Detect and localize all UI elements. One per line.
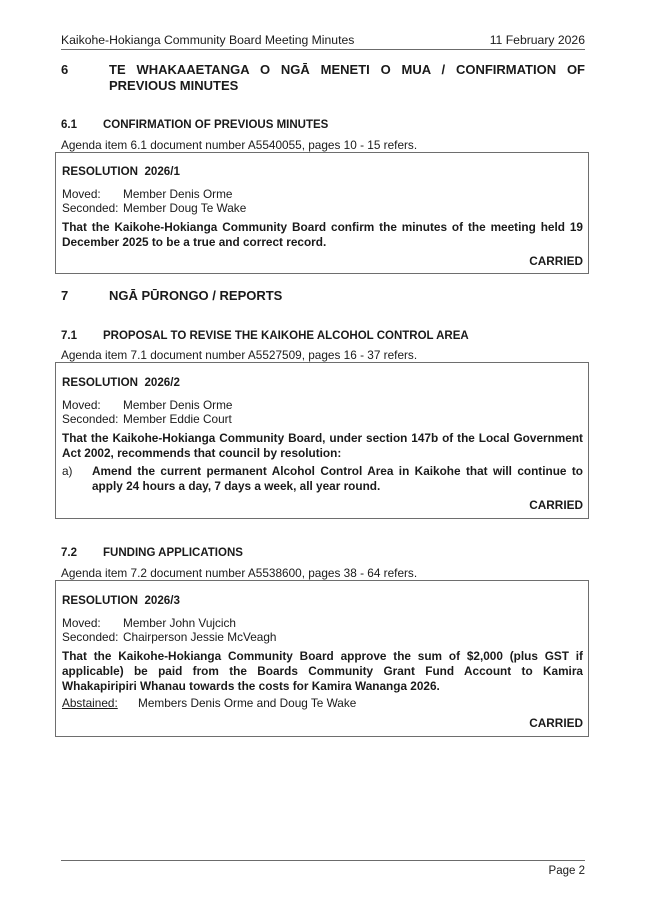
resolution-title: RESOLUTION 2026/3 bbox=[62, 594, 180, 607]
header-date: 11 February 2026 bbox=[489, 33, 585, 47]
subsection-number: 7.2 bbox=[61, 547, 77, 559]
item-text: Amend the current permanent Alcohol Control Area in Kaikohe that will continue to apply 24 hours a day, 7 days a week, all year round. bbox=[92, 464, 583, 493]
moved-by: Member Denis Orme bbox=[123, 187, 233, 201]
seconded-line bbox=[62, 201, 246, 215]
outcome-carried: CARRIED bbox=[529, 716, 583, 730]
footer-divider bbox=[61, 860, 585, 861]
subsection-number: 6.1 bbox=[61, 119, 77, 131]
resolution-box bbox=[55, 580, 589, 737]
resolution-title: RESOLUTION 2026/2 bbox=[62, 376, 180, 389]
subsection-title: PROPOSAL TO REVISE THE KAIKOHE ALCOHOL CONTROL AREA bbox=[103, 330, 469, 342]
moved-by: Member John Vujcich bbox=[123, 616, 236, 630]
agenda-reference: Agenda item 7.2 document number A5538600, pages 38 - 64 refers. bbox=[61, 566, 418, 580]
moved-label: Moved: bbox=[62, 398, 101, 412]
moved-line bbox=[62, 187, 232, 201]
section-number: 6 bbox=[61, 62, 69, 77]
seconded-label: Seconded: bbox=[62, 412, 119, 426]
section-title: NGĀ PŪRONGO / REPORTS bbox=[109, 288, 283, 303]
outcome-carried: CARRIED bbox=[529, 498, 583, 512]
subsection-title: FUNDING APPLICATIONS bbox=[103, 547, 243, 559]
motion-text: That the Kaikohe-Hokianga Community Board, under section 147b of the Local Government Act 2002, recommends that council by resolution: bbox=[62, 431, 583, 460]
resolution-box bbox=[55, 362, 589, 519]
moved-by: Member Denis Orme bbox=[123, 398, 233, 412]
agenda-reference: Agenda item 6.1 document number A5540055, pages 10 - 15 refers. bbox=[61, 138, 418, 152]
subsection-title: CONFIRMATION OF PREVIOUS MINUTES bbox=[103, 119, 329, 131]
header-title: Kaikohe-Hokianga Community Board Meeting Minutes bbox=[61, 33, 355, 47]
section-title-line1: TE WHAKAAETANGA O NGĀ MENETI O MUA / CONFIRMATION OF bbox=[109, 62, 585, 77]
page-header bbox=[61, 33, 585, 50]
moved-line bbox=[62, 398, 232, 412]
motion-text: That the Kaikohe-Hokianga Community Board confirm the minutes of the meeting held 19 December 2025 to be a true and correct record. bbox=[62, 220, 583, 249]
section-number: 7 bbox=[61, 288, 69, 303]
abstained-label: Abstained: bbox=[62, 696, 118, 710]
abstained-members: Members Denis Orme and Doug Te Wake bbox=[138, 696, 357, 710]
subsection-number: 7.1 bbox=[61, 330, 77, 342]
outcome-carried: CARRIED bbox=[529, 254, 583, 268]
motion-text: That the Kaikohe-Hokianga Community Board approve the sum of $2,000 (plus GST if applicable) be paid from the Boards Community Grant Fund Account to Kamira Whakapiripiri Whanau towards the costs for Kamira Wananga 2026. bbox=[62, 649, 583, 693]
resolution-title: RESOLUTION 2026/1 bbox=[62, 165, 180, 178]
seconded-line bbox=[62, 412, 232, 426]
seconded-by: Member Doug Te Wake bbox=[123, 201, 247, 215]
seconded-by: Member Eddie Court bbox=[123, 412, 232, 426]
agenda-reference: Agenda item 7.1 document number A5527509, pages 16 - 37 refers. bbox=[61, 348, 418, 362]
seconded-label: Seconded: bbox=[62, 201, 119, 215]
moved-label: Moved: bbox=[62, 187, 101, 201]
resolution-box bbox=[55, 152, 589, 274]
seconded-by: Chairperson Jessie McVeagh bbox=[123, 630, 277, 644]
item-marker: a) bbox=[62, 464, 73, 478]
moved-label: Moved: bbox=[62, 616, 101, 630]
page-number: Page 2 bbox=[548, 865, 585, 877]
seconded-label: Seconded: bbox=[62, 630, 119, 644]
seconded-line bbox=[62, 630, 276, 644]
abstained-line bbox=[62, 696, 356, 710]
moved-line bbox=[62, 616, 236, 630]
section-title-line2: PREVIOUS MINUTES bbox=[109, 78, 239, 93]
